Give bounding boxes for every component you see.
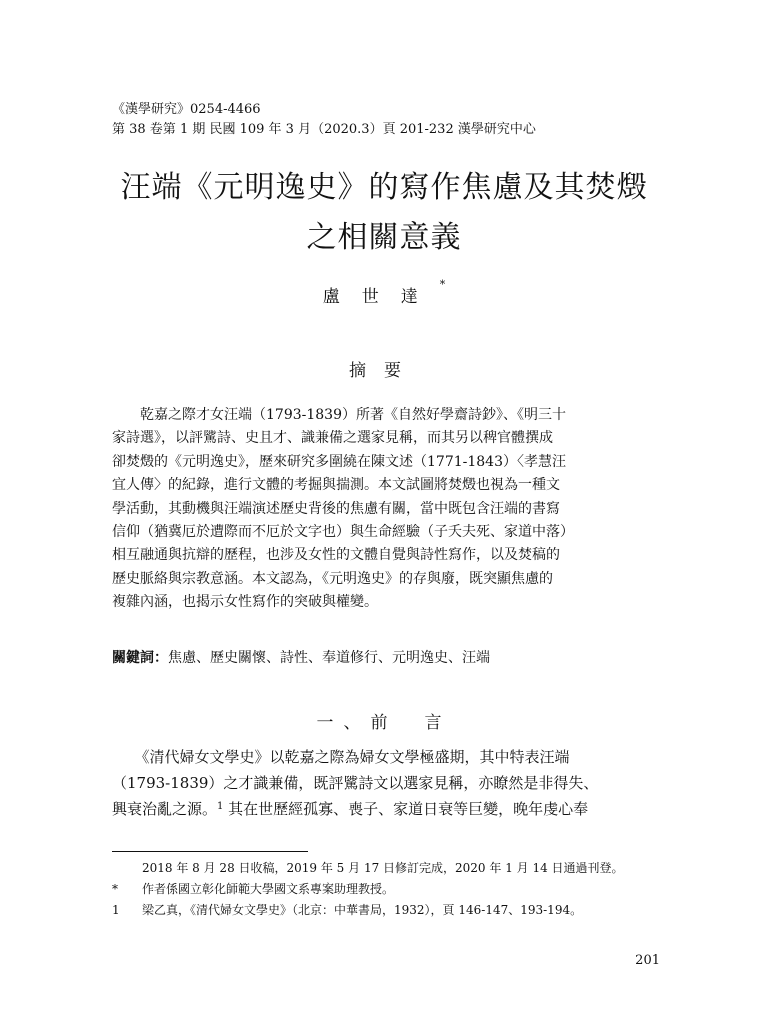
footnote-reference-1[interactable]: 1 bbox=[217, 801, 224, 812]
body-line-text: 興衰治亂之源。 bbox=[112, 800, 218, 818]
abstract-line: 乾嘉之際才女汪端（1793-1839）所著《自然好學齋詩鈔》、《明三十 bbox=[112, 407, 566, 423]
keywords-label: 關鍵詞： bbox=[112, 650, 168, 666]
journal-header bbox=[112, 100, 672, 140]
abstract-body bbox=[112, 404, 660, 615]
article-title-line-1: 汪端《元明逸史》的寫作焦慮及其焚燬 bbox=[120, 170, 648, 205]
footnote-author bbox=[112, 879, 668, 900]
abstract-line: 歷史脈絡與宗教意涵。本文認為，《元明逸史》的存與廢，既突顯焦慮的 bbox=[112, 570, 553, 587]
abstract-line: 學活動，其動機與汪端演述歷史背後的焦慮有關，當中既包含汪端的書寫 bbox=[112, 500, 560, 517]
footnote-separator bbox=[112, 851, 308, 852]
author-footnote-mark: * bbox=[439, 278, 446, 291]
abstract-line: 信仰（猶冀厄於遭際而不厄於文字也）與生命經驗（子夭夫死、家道中落） bbox=[112, 524, 574, 541]
footnote-1 bbox=[112, 900, 668, 921]
author-byline bbox=[100, 278, 668, 307]
body-line-text: 其在世歷經孤寡、喪子、家道日衰等巨變，晚年虔心奉 bbox=[223, 800, 589, 818]
article-title-line-2: 之相關意義 bbox=[306, 220, 462, 255]
keywords-list: 焦慮、歷史關懷、詩性、奉道修行、元明逸史、汪端 bbox=[168, 650, 490, 666]
abstract-line: 複雜內涵，也揭示女性寫作的突破與權變。 bbox=[112, 594, 378, 611]
abstract-line: 相互融通與抗辯的歷程，也涉及女性的文體自覺與詩性寫作，以及焚稿的 bbox=[112, 547, 560, 564]
abstract-line: 家詩選》，以評騭詩、史且才、識兼備之選家見稱，而其另以稗官體撰成 bbox=[112, 430, 553, 447]
body-line bbox=[112, 796, 660, 822]
journal-issn: 《漢學研究》0254-4466 bbox=[112, 102, 261, 117]
body-line: 《清代婦女文學史》以乾嘉之際為婦女文學極盛期，其中特表汪端 bbox=[112, 748, 570, 766]
body-line: （1793-1839）之才識兼備，既評騭詩文以選家見稱，亦瞭然是非得失、 bbox=[112, 774, 599, 792]
footnote-1-mark: 1 bbox=[112, 903, 120, 917]
footnote-author-text: 作者係國立彰化師範大學國文系專案助理教授。 bbox=[142, 882, 395, 896]
journal-issue-info: 第 38 卷第 1 期 民國 109 年 3 月（2020.3）頁 201-232 漢學研究中心 bbox=[112, 122, 536, 137]
page-number: 201 bbox=[635, 953, 660, 968]
abstract-line: 卻焚燬的《元明逸史》，歷來研究多圍繞在陳文述（1771-1843）〈孝慧汪 bbox=[112, 453, 566, 470]
footnote-author-mark: * bbox=[112, 882, 118, 896]
keywords bbox=[112, 648, 672, 668]
abstract-heading: 摘要 bbox=[349, 361, 419, 381]
introduction-body bbox=[112, 744, 660, 822]
footnote-1-text: 梁乙真，《清代婦女文學史》（北京：中華書局，1932），頁 146-147、193-194。 bbox=[142, 903, 583, 917]
author-name: 盧世達 bbox=[322, 287, 440, 307]
abstract-line: 宜人傳〉的紀錄，進行文體的考掘與揣測。本文試圖將焚燬也視為一種文 bbox=[112, 477, 560, 494]
section-heading-introduction: 一、前 言 bbox=[316, 713, 452, 733]
footnotes bbox=[112, 858, 668, 921]
footnote-received-dates: 2018 年 8 月 28 日收稿，2019 年 5 月 17 日修訂完成，2020 年 1 月 14 日通過刊登。 bbox=[142, 861, 624, 875]
